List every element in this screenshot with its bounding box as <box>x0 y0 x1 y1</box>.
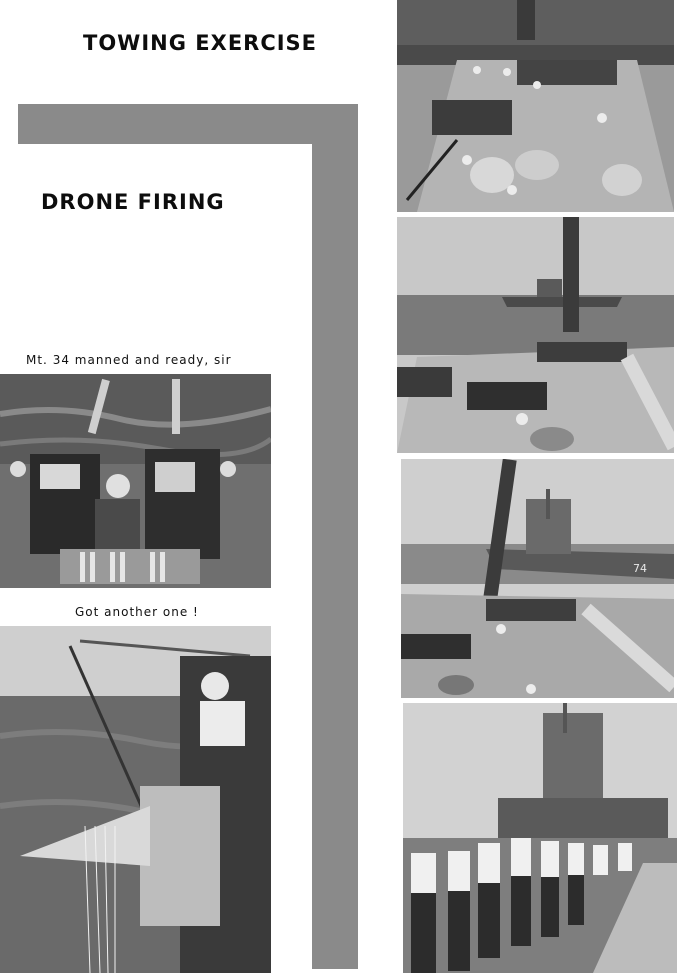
photo-towed-cruiser-alongside-image <box>401 459 674 698</box>
photo-towing-ship-ahead-image <box>397 217 674 453</box>
photo-crew-hauling-line <box>403 703 677 973</box>
drone-firing-title: DRONE FIRING <box>41 190 225 214</box>
hull-number-74: 74 <box>633 562 647 575</box>
photo-drone-recovered-image <box>0 626 271 973</box>
photo-drone-recovered <box>0 626 271 973</box>
photo-towed-cruiser-alongside <box>401 459 674 698</box>
photo-crew-hauling-line-image <box>403 703 677 973</box>
gray-band-side <box>312 104 358 969</box>
photo-gun-mount-34-image <box>0 374 271 588</box>
gray-band-top <box>18 104 351 144</box>
towing-exercise-title: TOWING EXERCISE <box>83 31 318 55</box>
photo-gun-mount-34 <box>0 374 271 588</box>
caption-mount-ready: Mt. 34 manned and ready, sir <box>26 353 232 367</box>
caption-another-one: Got another one ! <box>75 605 199 619</box>
photo-deck-crew-towing-gear-image <box>397 0 674 212</box>
photo-deck-crew-towing-gear <box>397 0 674 212</box>
photo-towing-ship-ahead <box>397 217 674 453</box>
